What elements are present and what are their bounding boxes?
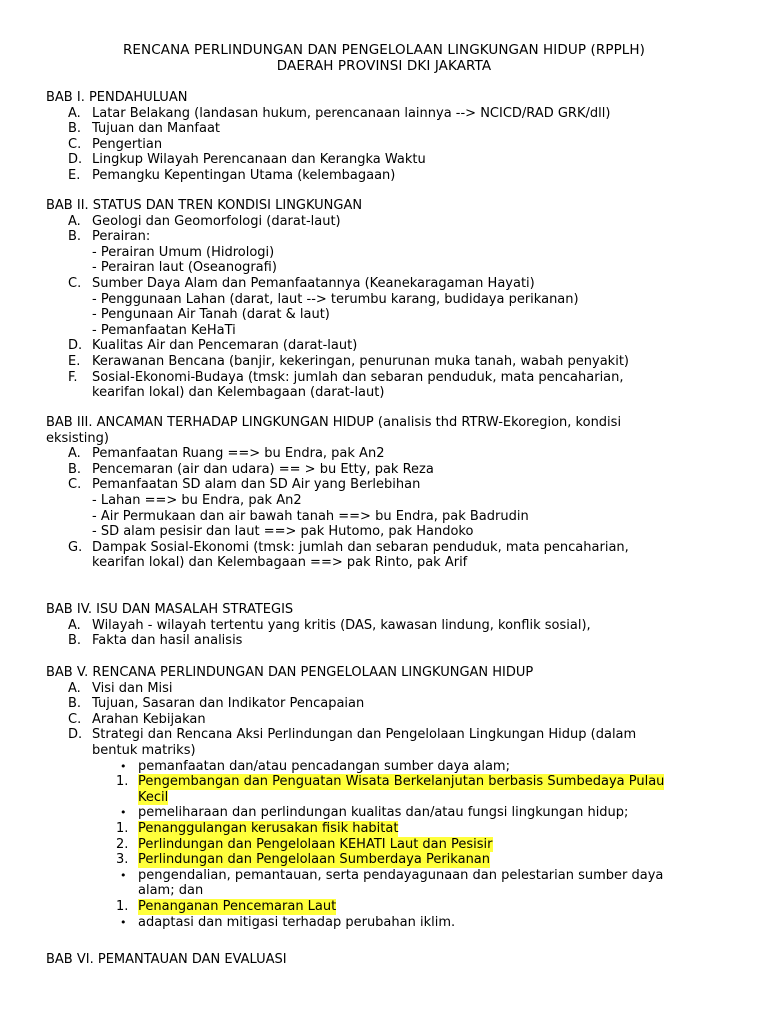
list-item: D. Kualitas Air dan Pencemaran (darat-laut) — [68, 338, 358, 354]
sub-item: - Penggunaan Lahan (darat, laut --> terumbu karang, budidaya perikanan) — [92, 291, 579, 307]
list-item-continuation: kearifan lokal) dan Kelembagaan ==> pak Rinto, pak Arif — [92, 555, 468, 571]
list-item-continuation: bentuk matriks) — [92, 742, 196, 758]
sub-item: - SD alam pesisir dan laut ==> pak Hutomo, pak Handoko — [92, 524, 474, 540]
sub-item: - Pengunaan Air Tanah (darat & laut) — [92, 307, 330, 323]
list-item: A. Visi dan Misi — [68, 680, 173, 696]
bullet-item: • pemanfaatan dan/atau pencadangan sumber daya alam; — [120, 758, 510, 774]
bullet-icon: • — [120, 759, 127, 773]
list-item: B. Tujuan dan Manfaat — [68, 121, 221, 137]
highlighted-text: Penanganan Pencemaran Laut — [138, 898, 337, 914]
sub-item: - Perairan laut (Oseanografi) — [92, 260, 277, 276]
list-item: C. Pemanfaatan SD alam dan SD Air yang Berlebihan — [68, 477, 421, 493]
list-item: C. Sumber Daya Alam dan Pemanfaatannya (Keanekaragaman Hayati) — [68, 275, 535, 291]
highlighted-text: Perlindungan dan Pengelolaan Sumberdaya Perikanan — [138, 852, 491, 868]
sub-item: - Perairan Umum (Hidrologi) — [92, 244, 275, 260]
bab-6-section — [46, 952, 736, 968]
numbered-item: 1. Penanganan Pencemaran Laut — [116, 898, 337, 914]
bab-1-heading: BAB I. PENDAHULUAN — [46, 90, 188, 105]
list-item: A. Wilayah - wilayah tertentu yang kritis (DAS, kawasan lindung, konflik sosial), — [68, 617, 591, 633]
list-item: A. Latar Belakang (landasan hukum, perencanaan lainnya --> NCICD/RAD GRK/dll) — [68, 105, 611, 121]
numbered-item: 1. Pengembangan dan Penguatan Wisata Berkelanjutan berbasis Sumbedaya Pulau — [116, 774, 665, 790]
bullet-item: • pemeliharaan dan perlindungan kualitas dan/atau fungsi lingkungan hidup; — [120, 805, 629, 821]
list-item: D. Lingkup Wilayah Perencanaan dan Kerangka Waktu — [68, 152, 426, 168]
list-item: C. Pengertian — [68, 136, 163, 152]
document-title-line-2: DAERAH PROVINSI DKI JAKARTA — [276, 58, 492, 74]
list-item: F. Sosial-Ekonomi-Budaya (tmsk: jumlah dan sebaran penduduk, mata pencaharian, — [68, 369, 624, 385]
bab-3-section — [46, 415, 736, 571]
bullet-icon: • — [120, 806, 127, 820]
bab-5-section — [46, 665, 736, 930]
highlighted-text: Penanggulangan kerusakan fisik habitat — [138, 820, 399, 836]
list-item: G. Dampak Sosial-Ekonomi (tmsk: jumlah dan sebaran penduduk, mata pencaharian, — [68, 539, 629, 555]
numbered-item: 2. Perlindungan dan Pengelolaan KEHATI Laut dan Pesisir — [116, 836, 493, 852]
bab-3-heading: BAB III. ANCAMAN TERHADAP LINGKUNGAN HIDUP (analisis thd RTRW-Ekoregion, kondisi — [46, 415, 622, 430]
bullet-icon: • — [120, 915, 127, 929]
bab-4-section — [46, 602, 736, 649]
bab-3-heading-continuation: eksisting) — [46, 430, 109, 446]
bullet-item: • adaptasi dan mitigasi terhadap perubahan iklim. — [120, 914, 456, 930]
list-item: D. Strategi dan Rencana Aksi Perlindungan dan Pengelolaan Lingkungan Hidup (dalam — [68, 727, 637, 743]
highlighted-text: Kecil — [138, 789, 169, 805]
list-item-continuation: kearifan lokal) dan Kelembagaan (darat-laut) — [92, 385, 385, 401]
sub-item: - Pemanfaatan KeHaTi — [92, 322, 236, 338]
list-item: B. Pencemaran (air dan udara) == > bu Etty, pak Reza — [68, 461, 434, 477]
bab-4-heading: BAB IV. ISU DAN MASALAH STRATEGIS — [46, 602, 294, 617]
list-item: A. Geologi dan Geomorfologi (darat-laut) — [68, 213, 341, 229]
bab-1-section — [46, 90, 736, 184]
bullet-item: • pengendalian, pemantauan, serta pendayagunaan dan pelestarian sumber daya — [120, 867, 664, 883]
sub-item: - Lahan ==> bu Endra, pak An2 — [92, 492, 302, 508]
sub-item: - Air Permukaan dan air bawah tanah ==> bu Endra, pak Badrudin — [92, 508, 529, 524]
list-item: C. Arahan Kebijakan — [68, 711, 206, 727]
list-item: B. Tujuan, Sasaran dan Indikator Pencapaian — [68, 696, 365, 712]
list-item: E. Kerawanan Bencana (banjir, kekeringan, penurunan muka tanah, wabah penyakit) — [68, 353, 629, 369]
list-item: B. Fakta dan hasil analisis — [68, 633, 243, 649]
bullet-icon: • — [120, 868, 127, 882]
numbered-item-continuation — [46, 790, 736, 806]
list-item: B. Perairan: — [68, 229, 151, 245]
bab-2-heading: BAB II. STATUS DAN TREN KONDISI LINGKUNGAN — [46, 198, 363, 213]
highlighted-text: Perlindungan dan Pengelolaan KEHATI Laut dan Pesisir — [138, 836, 493, 852]
highlighted-text: Pengembangan dan Penguatan Wisata Berkelanjutan berbasis Sumbedaya Pulau — [138, 774, 665, 790]
bullet-item-continuation: alam; dan — [138, 883, 204, 899]
list-item: A. Pemanfaatan Ruang ==> bu Endra, pak An2 — [68, 446, 385, 462]
bab-6-heading: BAB VI. PEMANTAUAN DAN EVALUASI — [46, 952, 287, 967]
document-title-line-1: RENCANA PERLINDUNGAN DAN PENGELOLAAN LINGKUNGAN HIDUP (RPPLH) — [122, 42, 646, 58]
numbered-item: 1. Penanggulangan kerusakan fisik habitat — [116, 820, 399, 836]
numbered-item: 3. Perlindungan dan Pengelolaan Sumberdaya Perikanan — [116, 852, 491, 868]
bab-2-section — [46, 198, 736, 401]
list-item: E. Pemangku Kepentingan Utama (kelembagaan) — [68, 167, 396, 183]
bab-5-heading: BAB V. RENCANA PERLINDUNGAN DAN PENGELOLAAN LINGKUNGAN HIDUP — [46, 665, 534, 680]
